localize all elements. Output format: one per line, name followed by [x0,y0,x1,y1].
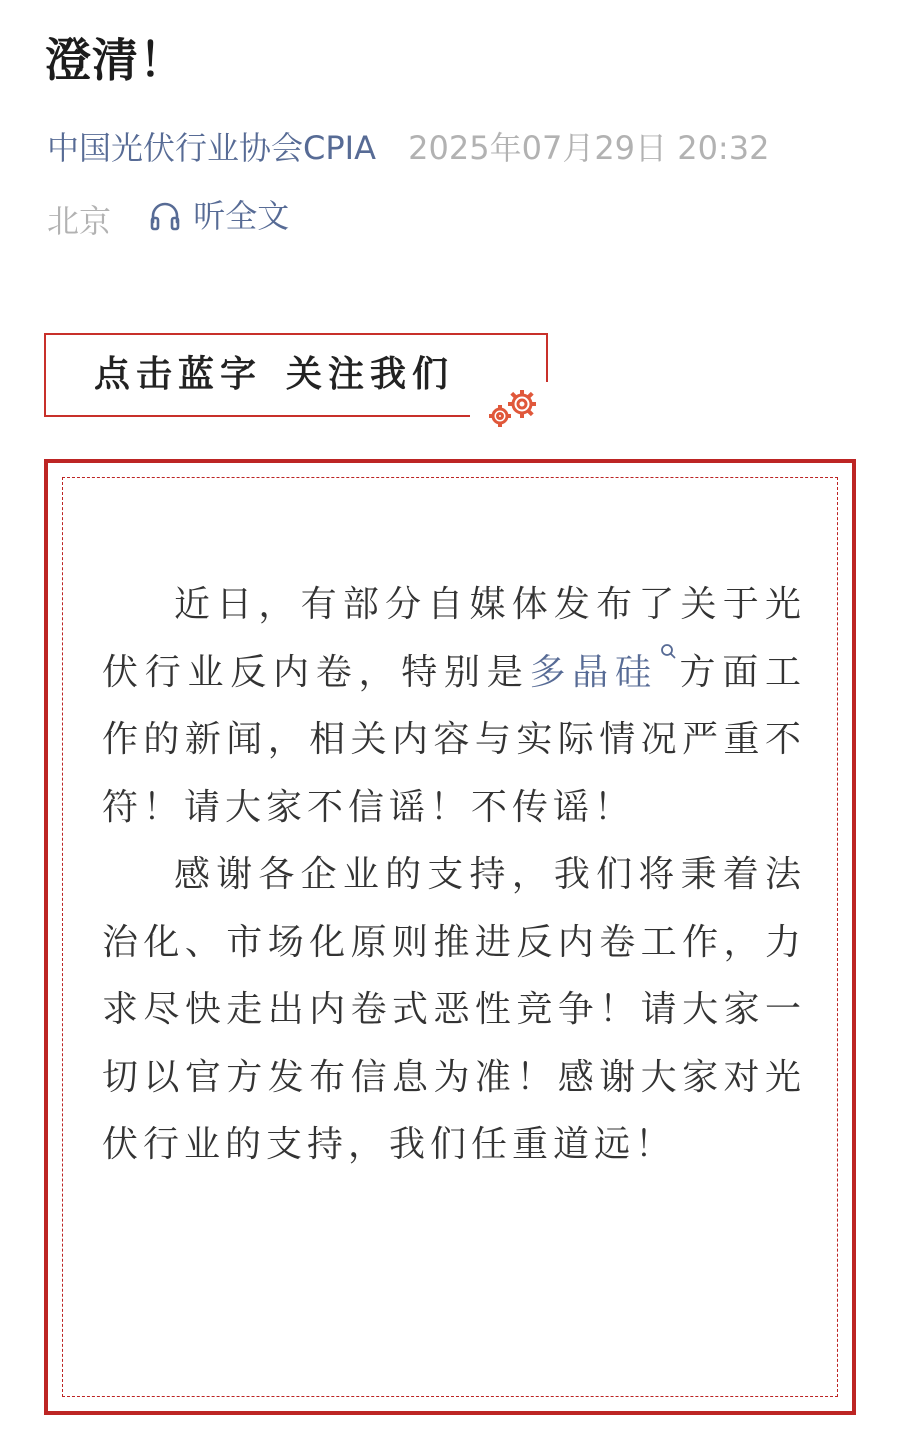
notice-p1-text-after: 方面工作的新闻，相关内容与实际情况严重不符！请大家不信谣！不传谣！ [102,651,806,828]
notice-paragraph-1 [102,571,806,841]
follow-part1: 点击蓝字 [94,354,263,395]
keyword-search-link[interactable] [529,652,677,693]
notice-paragraph-2: 感谢各企业的支持，我们将秉着法治化、市场化原则推进反内卷工作，力求尽快走出内卷式恶性竞争！请大家一切以官方发布信息为准！感谢大家对光伏行业的支持，我们任重道远！ [102,854,806,1165]
headphone-icon [149,200,181,232]
article-meta [47,126,769,170]
clarification-notice-box [44,459,856,1415]
account-name-link[interactable]: 中国光伏行业协会CPIA [47,129,376,167]
article-title: 澄清！ [45,33,186,87]
publish-time: 2025年07月29日 20:32 [408,129,770,167]
article-meta-secondary [47,194,289,243]
notice-body [102,571,806,1179]
follow-part2: 关注我们 [286,354,455,395]
follow-us-text [94,353,454,397]
listen-label: 听全文 [193,197,290,235]
keyword-text: 多晶硅 [529,651,658,693]
publish-location: 北京 [47,202,112,240]
notice-p1-text-before: 近日，有部分自媒体发布了关于光伏行业反内卷，特别是 [102,584,806,693]
listen-full-text-button[interactable] [149,194,289,238]
gears-icon [484,384,544,430]
search-icon [660,643,676,663]
